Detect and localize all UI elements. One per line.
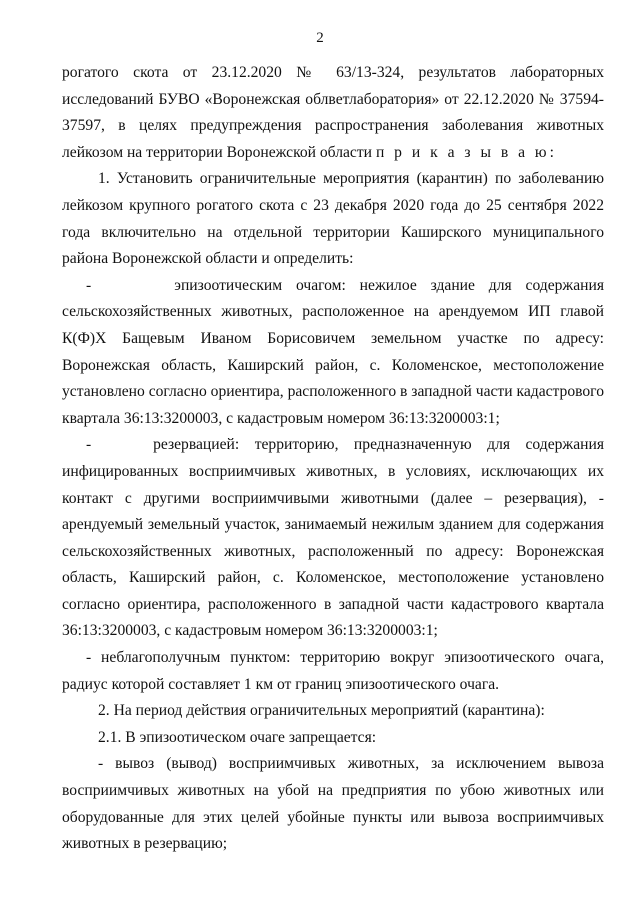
paragraph-reservation: - резервацией: территорию, предназначенную для содержания инфицированных восприимчивых животных, в условиях, исключающих их контакт с другими восприимчивыми животными (далее – резервация), - арендуемый земельный участок, занимаемый нежилым зданием для содержания сельскохозяйственных животных, расположенный по адресу: Воронежская область, Каширский район, с. Коломенское, местоположение установлено согласно ориентира, расположенного в западной части кадастрового квартала 36:13:3200003, с кадастровым номером 36:13:3200003:1; (62, 436, 604, 640)
paragraph-item-1: 1. Установить ограничительные мероприятия (карантин) по заболеванию лейкозом крупного рогатого скота с 23 декабря 2020 года до 25 сентября 2022 года включительно на отдельной территории Каширского муниципального района Воронежской области и определить: (62, 170, 604, 268)
paragraph-item-2: 2. На период действия ограничительных мероприятий (карантина): (98, 702, 545, 720)
document-body (62, 60, 604, 858)
paragraph-unfavorable-point: - неблагополучным пунктом: территорию вокруг эпизоотического очага, радиус которой составляет 1 км от границ эпизоотического очага. (62, 649, 604, 693)
page-number: 2 (316, 30, 324, 46)
paragraph-intro (62, 60, 604, 166)
order-word: п р и к а з ы в а ю: (375, 143, 557, 161)
intro-text: рогатого скота от 23.12.2020 № 63/13-324, результатов лабораторных исследований БУВО «Воронежская облветлаборатория» от 22.12.2020 № 37594-37597, в целях предупреждения распространения заболевания животных лейкозом на территории Воронежской области (62, 64, 604, 161)
paragraph-item-2-1: 2.1. В эпизоотическом очаге запрещается: (98, 728, 377, 746)
paragraph-episootic-focus: - эпизоотическим очагом: нежилое здание для содержания сельскохозяйственных животных, расположенное на арендуемом ИП главой К(Ф)Х Бащевым Иваном Борисовичем земельном участке по адресу: Воронежская область, Каширский район, с. Коломенское, местоположение установлено согласно ориентира, расположенного в западной части кадастрового квартала 36:13:3200003, с кадастровым номером 36:13:3200003:1; (62, 276, 604, 427)
paragraph-prohibition: - вывоз (вывод) восприимчивых животных, за исключением вывоза восприимчивых животных на убой на предприятия по убою животных или оборудованные для этих целей убойные пункты или вывоза восприимчивых животных в резервацию; (62, 755, 604, 853)
